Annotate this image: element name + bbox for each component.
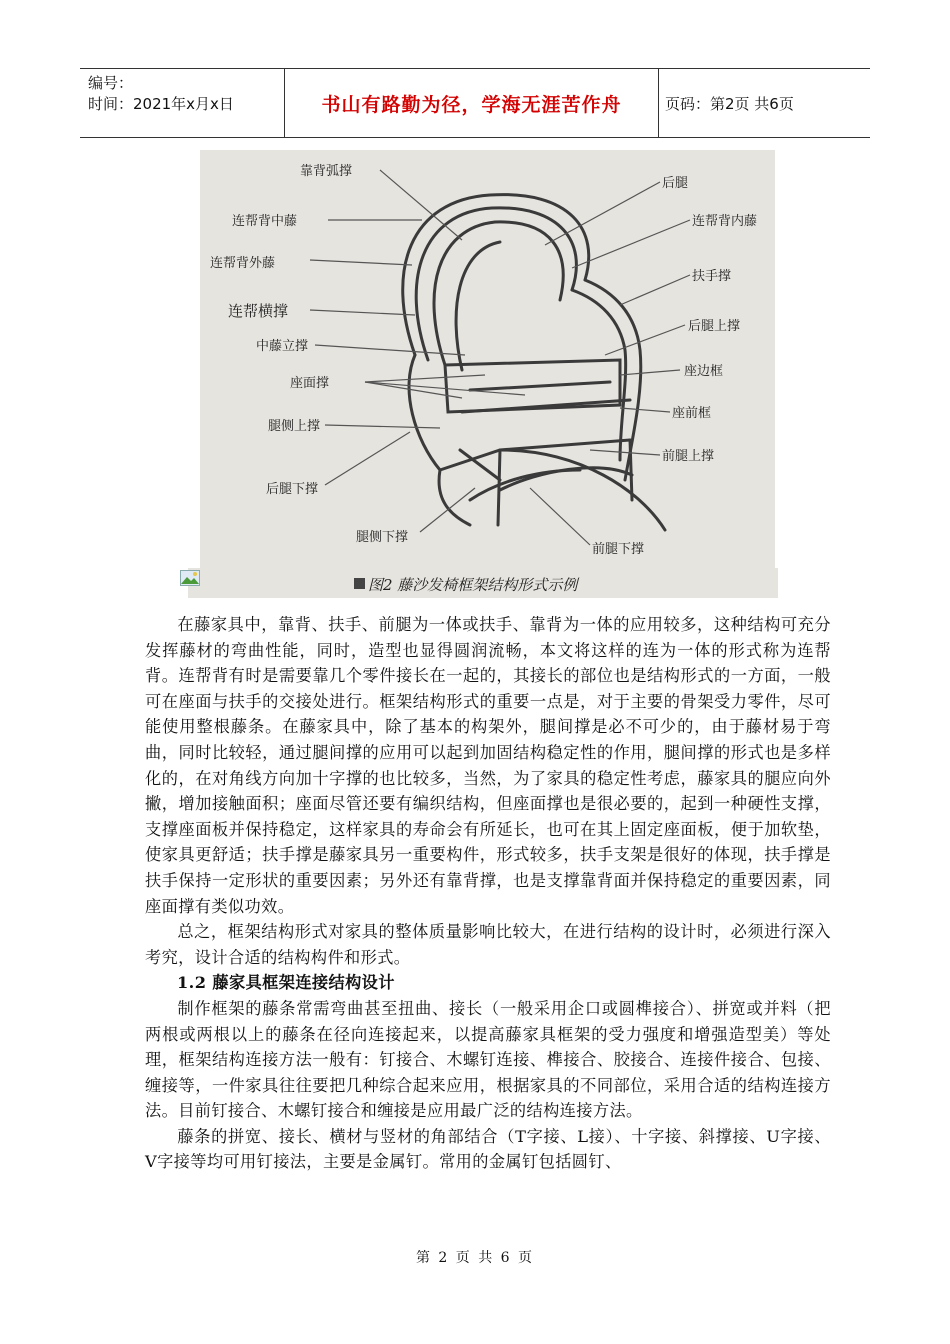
label-seat-front-frame: 座前框 — [672, 406, 712, 421]
label-middle-rattan-upright: 中藤立撑 — [256, 339, 309, 354]
label-front-leg-lower-brace: 前腿下撑 — [592, 542, 645, 557]
motto: 书山有路勤为径，学海无涯苦作舟 — [321, 93, 622, 116]
header-meta — [80, 69, 285, 137]
label-seat-brace: 座面撑 — [290, 376, 330, 391]
label-back-inner-rattan: 连帮背内藤 — [692, 214, 758, 229]
header-motto-cell — [285, 69, 659, 137]
label-leg-side-upper-brace: 腿侧上撑 — [268, 419, 321, 434]
label-rear-leg-upper-brace: 后腿上撑 — [688, 319, 741, 334]
label-leg-side-lower-brace: 腿侧下撑 — [356, 530, 409, 545]
figure-caption-bar — [188, 568, 778, 598]
chair-frame-figure — [200, 150, 775, 598]
label-backrest-arc-brace: 靠背弧撑 — [300, 164, 353, 179]
figure-caption: 图2 藤沙发椅框架结构形式示例 — [368, 576, 578, 594]
paragraph-summary: 总之，框架结构形式对家具的整体质量影响比较大，在进行结构的设计时，必须进行深入考究，设计合适的结构构件和形式。 — [145, 922, 831, 967]
caption-square-icon — [354, 578, 365, 589]
header-page-number: 页码：第2页 共6页 — [665, 94, 794, 113]
label-armrest-brace: 扶手撑 — [692, 269, 732, 284]
body-text — [145, 612, 831, 1175]
paragraph-frame-structure: 在藤家具中，靠背、扶手、前腿为一体或扶手、靠背为一体的应用较多，这种结构可充分发挥藤材的弯曲性能，同时，造型也显得圆润流畅，本文将这样的连为一体的形式称为连帮背。连帮背有时是需要靠几个零件接长在一起的，其接长的部位也是结构形式的一方面，一般可在座面与扶手的交接处进行。框架结构形式的重要一点是，对于主要的骨架受力零件，尽可能使用整根藤条。在藤家具中，除了基本的构架外，腿间撑是必不可少的，由于藤材易于弯曲，同时比较轻，通过腿间撑的应用可以起到加固结构稳定性的作用，腿间撑的形式也是多样化的，在对角线方向加十字撑的也比较多，当然，为了家具的稳定性考虑，藤家具的腿应向外撇，增加接触面积；座面尽管还要有编织结构，但座面撑也是很必要的，起到一种硬性支撑，支撑座面板并保持稳定，这样家具的寿命会有所延长，也可在其上固定座面板，便于加软垫，使家具更舒适；扶手撑是藤家具另一重要构件，形式较多，扶手支架是很好的体现，扶手撑是扶手保持一定形状的重要因素；另外还有靠背撑，也是支撑靠背面并保持稳定的重要因素，同座面撑有类似功效。 — [145, 615, 831, 916]
section-heading: 1.2 藤家具框架连接结构设计 — [177, 973, 395, 993]
page-header — [80, 68, 870, 138]
image-placeholder-icon — [180, 570, 200, 586]
label-back-middle-rattan: 连帮背中藤 — [232, 214, 298, 229]
date: 时间：2021年x月x日 — [88, 95, 234, 113]
serial-number: 编号： — [88, 74, 134, 92]
paragraph-connection-methods: 制作框架的藤条常需弯曲甚至扭曲、接长（一般采用企口或圆榫接合）、拼宽或并料（把两根或两根以上的藤条在径向连接起来，以提高藤家具框架的受力强度和增强造型美）等处理，框架结构连接方法一般有：钉接合、木螺钉连接、榫接合、胶接合、连接件接合、包接、缠接等，一件家具往往要把几种综合起来应用，根据家具的不同部位，采用合适的结构连接方法。目前钉接合、木螺钉接合和缠接是应用最广泛的结构连接方法。 — [145, 998, 831, 1121]
label-rear-leg: 后腿 — [662, 176, 689, 191]
label-back-outer-rattan: 连帮背外藤 — [210, 256, 276, 271]
page-footer: 第 2 页 共 6 页 — [415, 1250, 535, 1266]
paragraph-nail-joints: 藤条的拼宽、接长、横材与竖材的角部结合（T字接、L接）、十字接、斜撑接、U字接、V字接等均可用钉接法，主要是金属钉。常用的金属钉包括圆钉、 — [145, 1126, 831, 1172]
label-side-cross-brace: 连帮横撑 — [228, 302, 289, 320]
label-front-leg-upper-brace: 前腿上撑 — [662, 449, 715, 464]
label-rear-leg-lower-brace: 后腿下撑 — [266, 482, 319, 497]
label-seat-side-frame: 座边框 — [684, 364, 724, 379]
